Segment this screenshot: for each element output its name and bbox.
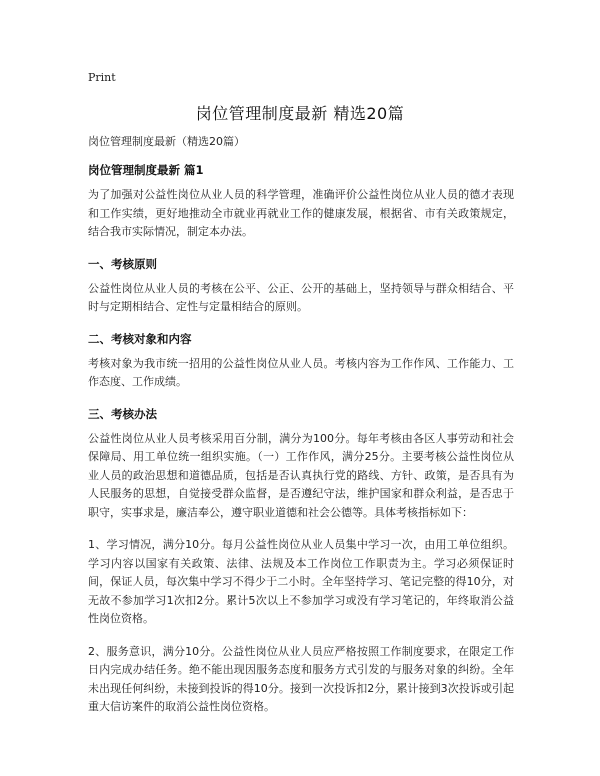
document-subtitle: 岗位管理制度最新（精选20篇）	[88, 135, 245, 148]
document-body	[88, 134, 514, 731]
section-text-principles: 公益性岗位从业人员的考核在公平、公正、公开的基础上，坚持领导与群众相结合、平时与定期相结合、定性与定量相结合的原则。	[88, 281, 514, 313]
list-item: 1、学习情况，满分10分。每月公益性岗位从业人员集中学习一次，由用工单位组织。学习内容以国家有关政策、法律、法规及本工作岗位工作职责为主。学习必须保证时间，保证人员，每次集中学习不得少于二小时。全年坚持学习、笔记完整的得10分，对无故不参加学习1次扣2分。累计5次以上不参加学习或没有学习笔记的，年终取消公益性岗位资格。	[88, 538, 514, 625]
section-text-scope: 考核对象为我市统一招用的公益性岗位从业人员。考核内容为工作作风、工作能力、工作态度、工作成绩。	[88, 356, 514, 388]
page-title: 岗位管理制度最新 精选20篇	[195, 104, 405, 123]
section-heading-principles: 一、考核原则	[88, 256, 157, 271]
intro-paragraph: 为了加强对公益性岗位从业人员的科学管理，准确评价公益性岗位从业人员的德才表现和工作实绩，更好地推动全市就业再就业工作的健康发展，根据省、市有关政策规定，结合我市实际情况，制定本办法。	[88, 188, 514, 238]
part-heading: 岗位管理制度最新 篇1	[88, 163, 204, 177]
section-text-methods: 公益性岗位从业人员考核采用百分制，满分为100分。每年考核由各区人事劳动和社会保障局、用工单位统一组织实施。（一）工作作风，满分25分。主要考核公益性岗位从业人员的政治思想和道德品质，包括是否认真执行党的路线、方针、政策，是否具有为人民服务的思想，自觉接受群众监督，是否遵纪守法，维护国家和群众利益，是否忠于职守，实事求是，廉洁奉公，遵守职业道德和社会公德等。具体考核指标如下：	[88, 431, 514, 519]
section-heading-methods: 三、考核办法	[88, 406, 157, 421]
print-label[interactable]: Print	[88, 71, 116, 84]
section-heading-scope: 二、考核对象和内容	[88, 331, 192, 346]
list-item: 2、服务意识，满分10分。公益性岗位从业人员应严格按照工作制度要求，在限定工作日内完成办结任务。绝不能出现因服务态度和服务方式引发的与服务对象的纠纷。全年未出现任何纠纷，未接到投诉的得10分。接到一次投诉扣2分，累计接到3次投诉或引起重大信访案件的取消公益性岗位资格。	[88, 644, 514, 713]
